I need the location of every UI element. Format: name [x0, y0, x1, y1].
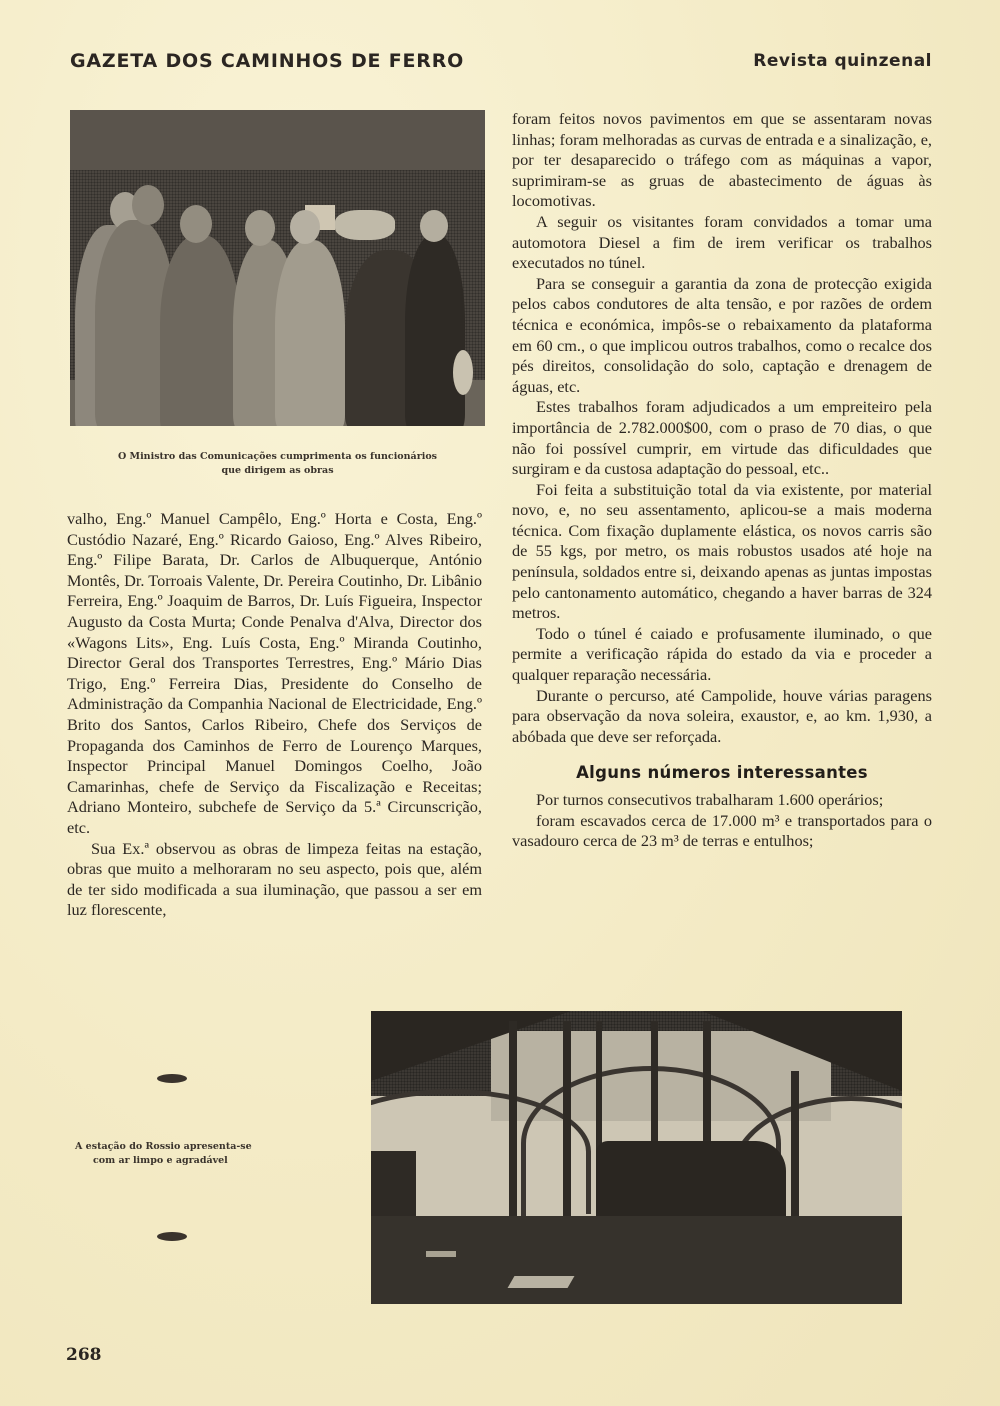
article-paragraph: Foi feita a substituição total da via existente, por material novo, e, no seu assentamento, aplicou-se a mais moderna técnica. Com fixação duplamente elástica, os novos carris são de 55 kgs, por metro, os mais robustos usados até hoje na península, soldados entre si, deixando apenas as juntas impostas pelo cantonamento automático, chegando a haver barras de 324 metros.	[512, 479, 932, 623]
article-paragraph: Por turnos consecutivos trabalharam 1.600 operários;	[536, 790, 884, 809]
publication-title: GAZETA DOS CAMINHOS DE FERRO	[70, 50, 465, 72]
caption-line: com ar limpo e agradável	[93, 1155, 228, 1166]
figure-caption-1	[70, 450, 485, 478]
article-left-column	[67, 509, 482, 921]
article-paragraph: A seguir os visitantes foram convidados a tomar uma automotora Diesel a fim de irem verificar os trabalhos executados no túnel.	[512, 211, 932, 273]
article-paragraph: Todo o túnel é caiado e profusamente iluminado, o que permite a verificação rápida do estado da via e proceder a qualquer reparação necessária.	[512, 623, 932, 685]
photo-rossio-station	[371, 1011, 902, 1304]
figure-caption-2	[75, 1140, 315, 1168]
section-subheading: Alguns números interessantes	[576, 763, 868, 783]
page-number: 268	[66, 1345, 102, 1365]
article-paragraph: Durante o percurso, até Campolide, houve várias paragens para observação da nova soleira, exaustor, e, ao km. 1,930, a abóbada que deve ser reforçada.	[512, 685, 932, 746]
article-paragraph: Para se conseguir a garantia da zona de protecção exigida pelos cabos condutores de alta tensão, e por razões de ordem técnica e económica, impôs-se o rebaixamento da plataforma em 60 cm., o que implicou outros trabalhos, como o recalce dos pés direitos, consolidação do solo, captação e drenagem de águas, etc.	[512, 273, 932, 396]
article-paragraph: Estes trabalhos foram adjudicados a um empreiteiro pela importância de 2.782.000$00, com o praso de 70 dias, o que não foi possível cumprir, em virtude das dificuldades que surgiram e da custosa adaptação do pessoal, etc..	[512, 397, 932, 479]
caption-line: A estação do Rossio apresenta-se	[75, 1141, 252, 1152]
publication-subtitle: Revista quinzenal	[753, 51, 932, 71]
page-header	[70, 47, 932, 75]
article-paragraph: valho, Eng.º Manuel Campêlo, Eng.º Horta e Costa, Eng.º Custódio Nazaré, Eng.º Ricardo Gaioso, Eng.º Alves Ribeiro, Eng.º Filipe Barata, Dr. Carlos de Albuquerque, António Montês, Dr. Torroais Valente, Dr. Pereira Coutinho, Dr. Libânio Ferreira, Eng.º Joaquim de Barros, Dr. Luís Figueira, Inspector Augusto da Costa Murta; Conde Penalva d'Alva, Director dos «Wagons Lits», Eng. Luís Costa, Eng.º Miranda Coutinho, Director Geral dos Transportes Terrestres, Eng.º Mário Dias Trigo, Eng.º Ferreira Dias, Presidente do Conselho de Administração da Companhia Nacional de Electricidade, Eng.º Brito dos Santos, Carlos Ribeiro, Chefe dos Serviços de Propaganda dos Caminhos de Ferro de Lourenço Marques, Inspector Principal Manuel Domingos Coelho, João Camarinhas, chefe de Serviço da Fiscalização e Receitas; Adriano Monteiro, subchefe de Serviço da 5.ª Circunscrição, etc.	[67, 509, 482, 837]
caption-line: O Ministro das Comunicações cumprimenta os funcionários	[117, 451, 438, 462]
ornament-icon	[157, 1074, 187, 1083]
article-paragraph: foram escavados cerca de 17.000 m³ e transportados para o vasadouro cerca de 23 m³ de terras e entulhos;	[512, 810, 932, 851]
article-paragraph: foram feitos novos pavimentos em que se assentaram novas linhas; foram melhoradas as curvas de entrada e a sinalização, e, por ter desaparecido o tráfego com as máquinas a vapor, suprimiram-se as gruas de abastecimento de águas às locomotivas.	[512, 109, 932, 211]
article-paragraph: Sua Ex.ª observou as obras de limpeza feitas na estação, obras que muito a melhoraram no seu aspecto, pois que, além de ter sido modificada a sua iluminação, que passou a ser em luz florescente,	[67, 838, 482, 920]
ornament-icon	[157, 1232, 187, 1241]
article-right-column	[512, 109, 932, 852]
caption-line: que dirigem as obras	[221, 465, 334, 476]
photo-minister-greeting	[70, 110, 485, 426]
